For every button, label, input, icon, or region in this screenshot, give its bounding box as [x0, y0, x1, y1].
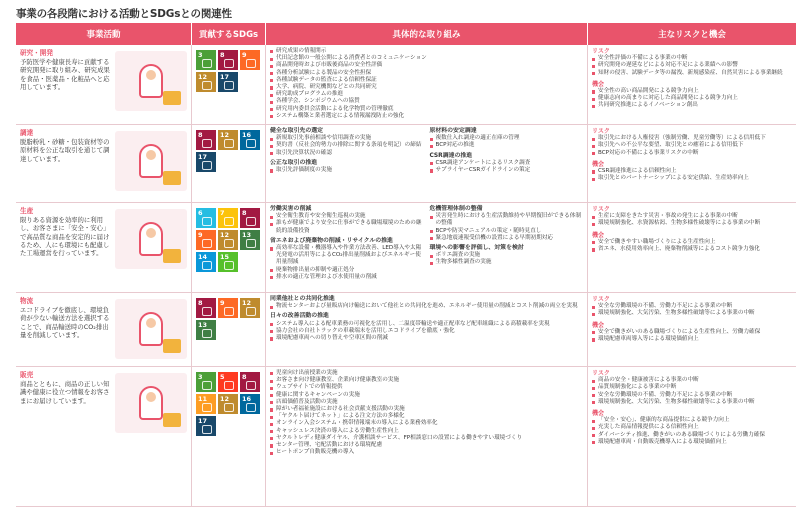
product-box — [163, 339, 181, 353]
measure-list — [270, 370, 583, 456]
list-item: 店頭価値普及活動の実施 — [270, 399, 583, 406]
list-item: 緊急地震速報受信機の設置による早期初期対応 — [430, 235, 584, 242]
list-item: 廃棄物排出量の抑制や適正処分 — [270, 267, 424, 274]
sdg-icon: 11 — [196, 394, 216, 414]
list-item: 知財の侵害、試験データ等の漏洩、新規感染症、自然災害による事業継続 — [592, 70, 792, 77]
activity-cell — [16, 45, 192, 124]
list-item: 環境配慮車両・自動販売機導入による環境価値向上 — [592, 439, 792, 446]
activity-cell — [16, 203, 192, 292]
list-item: 高効率な設備・機器導入や作業方法改善、LED導入や太陽光発電の活用等によるCO₂排出量削減およびエネルギー使用量削減 — [270, 245, 424, 267]
list-item: BCP対応の不備による事業リスクの中断 — [592, 150, 792, 157]
list-item: サプライヤーCSRガイドラインの策定 — [430, 167, 584, 174]
opportunity-label: 機会 — [592, 321, 605, 329]
sdg-icon: 13 — [196, 320, 216, 340]
measures-column — [270, 370, 583, 503]
activity-text — [20, 129, 111, 200]
table-header — [16, 23, 796, 45]
list-item: 商品の安全・健康被害による事業の中断 — [592, 377, 792, 384]
list-item: 誰もが健康でより安全に仕事ができる職場環境のための継続的設備投資 — [270, 220, 424, 234]
list-item: 契約書（反社会的勢力の排除に関する条項を明記）の締結 — [270, 142, 424, 149]
activity-desc: 脱脂粉乳・砂糖・包装資材等の原材料を公正な取引を通じて調達しています。 — [20, 138, 110, 163]
sdgs-cell — [192, 367, 266, 506]
measure-group-title: 省エネおよび廃棄物の削減・リサイクルの推進 — [270, 237, 393, 244]
activity-desc: 予防医学や健康長寿に貢献する研究開発に取り組み、研究成果を食品・医薬品・化粧品へと応用しています。 — [20, 58, 110, 91]
list-item: 安全で働きがいのある職場づくりによる生産性向上、労働力確保 — [592, 329, 792, 336]
activity-name: 調達 — [20, 129, 34, 137]
list-item: 健康志向の高まりに対応した商品開発による競争力向上 — [592, 95, 792, 102]
opportunity-list — [592, 168, 792, 182]
table-row — [16, 125, 796, 203]
header-sdgs: 貢献するSDGs — [192, 23, 266, 45]
list-item: ボリエ調査の実施 — [430, 252, 584, 259]
activity-text — [20, 371, 111, 504]
activity-illustration — [115, 51, 187, 111]
list-item: 代田記念館の一般公開による消費者とのコミュニケーション — [270, 55, 583, 62]
table-row — [16, 367, 796, 507]
list-item: CSR調達アンケートによるリスク調査 — [430, 160, 584, 167]
measure-list — [430, 213, 584, 242]
measure-list — [270, 213, 424, 235]
product-box — [163, 171, 181, 185]
person-figure — [139, 144, 163, 178]
list-item: 安全性の高い商品開発による競争力向上 — [592, 88, 792, 95]
list-item: 品質規制強化による事業の中断 — [592, 384, 792, 391]
list-item: お客さま向け健康教室、企業向け健康教室の実施 — [270, 377, 583, 384]
activity-name: 研究・開発 — [20, 49, 53, 57]
activity-name: 生産 — [20, 207, 34, 215]
risk-label: リスク — [592, 206, 610, 213]
sdg-icon: 6 — [196, 208, 216, 228]
sdgs-cell — [192, 203, 266, 292]
risk-label: リスク — [592, 370, 610, 377]
list-item: 各種学会、シンポジウムへの協賛 — [270, 98, 583, 105]
measure-group-title: 日々の改善活動の推進 — [270, 313, 329, 320]
list-item: 充実した商品情報提供による信頼性向上 — [592, 424, 792, 431]
opportunity-label: 機会 — [592, 231, 605, 239]
sdg-icon: 12 — [218, 130, 238, 150]
activity-name: 販売 — [20, 371, 34, 379]
list-item: 安全な労働環境の不備、労働力不足による事業の中断 — [592, 303, 792, 310]
list-item: 商品開発時および市販後商品の安全性評価 — [270, 62, 583, 69]
measure-group-title: 労働災害の削減 — [270, 206, 312, 212]
activity-cell — [16, 367, 192, 506]
list-item: 「ヤクルト届けてネット」による注文方法の多様化 — [270, 413, 583, 420]
measures-column — [430, 128, 584, 199]
measures-cell — [266, 203, 588, 292]
list-item: 安全で働きやすい職場づくりによる生産性向上 — [592, 239, 792, 246]
activity-name: 物流 — [20, 297, 34, 305]
list-item: ヒートポンプ自動販売機の導入 — [270, 449, 583, 456]
opportunity-list — [592, 88, 792, 110]
sdg-icon: 8 — [196, 298, 216, 318]
sdg-icon: 8 — [240, 372, 260, 392]
list-item: 各種分析試験による製品の安全性担保 — [270, 70, 583, 77]
list-item: 取引先とのパートナーシップによる安定供給、生産効率向上 — [592, 175, 792, 182]
list-item: 災害発生時における生産活動維持や早期復旧ができる体制の整備 — [430, 213, 584, 227]
risks-cell — [588, 45, 796, 124]
list-item: 安全衛生教育や安全衛生巡視の実施 — [270, 213, 424, 220]
page-title: 事業の各段階における活動とSDGsとの関連性 — [16, 8, 232, 20]
product-box — [163, 413, 181, 427]
activity-illustration — [115, 299, 187, 359]
list-item: 大学、病院、研究機関などとの共同研究 — [270, 84, 583, 91]
list-item: 安全性評価の不備による事業の中断 — [592, 55, 792, 62]
header-risks: 主なリスクと機会 — [658, 30, 726, 40]
sdgs-table — [16, 23, 796, 507]
measures-cell — [266, 45, 588, 124]
sdg-icon: 9 — [196, 230, 216, 250]
list-item: 共同研究推進によるイノベーション創出 — [592, 102, 792, 109]
header-activity: 事業活動 — [16, 23, 192, 45]
measures-column — [430, 206, 584, 289]
opportunity-list — [592, 239, 792, 253]
product-box — [163, 91, 181, 105]
measure-list — [430, 252, 584, 266]
sdg-icon: 9 — [240, 50, 260, 70]
risk-list — [592, 135, 792, 157]
header-measures: 具体的な取り組み — [266, 23, 588, 45]
activity-illustration — [115, 131, 187, 191]
sdg-icon: 3 — [196, 372, 216, 392]
person-figure — [139, 386, 163, 420]
measure-group-title: 環境への影響を評価し、対策を検討 — [429, 245, 524, 252]
risk-label: リスク — [592, 296, 610, 303]
measure-group-title: CSR調達の推進 — [429, 152, 473, 159]
measure-list — [270, 48, 583, 120]
list-item: ヤクルトレディ健康ダイヤル、介護相談サービス、FP相談窓口の設置による働きやすい環境づくり — [270, 435, 583, 442]
measures-column — [270, 48, 583, 121]
activity-text — [20, 49, 111, 122]
sdg-icon: 12 — [240, 298, 260, 318]
list-item: 取引先評価制度の実施 — [270, 167, 424, 174]
sdg-icon: 17 — [218, 72, 238, 92]
measures-column — [270, 128, 424, 199]
risk-list — [592, 303, 792, 317]
risks-cell — [588, 125, 796, 202]
person-figure — [139, 222, 163, 256]
list-item: 環境規制強化、大気汚染、生物多様性破壊等による事業の中断 — [592, 310, 792, 317]
measure-list — [270, 135, 424, 157]
risk-list — [592, 213, 792, 227]
risk-list — [592, 55, 792, 77]
measure-group-title: 危機管理体制の整備 — [429, 206, 483, 212]
list-item: 研究用内委員会活動による化学物質の管理徹底 — [270, 106, 583, 113]
list-item: システム導入による配車業務の可視化を活用し、二温度帯輸送や適正配車など配車組織による高積載率を実現 — [270, 321, 583, 328]
list-item: CSR調達推進による信頼性向上 — [592, 168, 792, 175]
activity-text — [20, 207, 111, 290]
activity-illustration — [115, 373, 187, 433]
list-item: 複数仕入れ調達の適正在庫の管理 — [430, 135, 584, 142]
opportunity-label: 機会 — [592, 410, 605, 418]
measures-cell — [266, 125, 588, 202]
list-item: ダイバーシティ推進、働きがいのある職場づくりによる労働力確保 — [592, 432, 792, 439]
list-item: 取引先における人権侵害（強制労働、児童労働等）による信用低下 — [592, 135, 792, 142]
risk-label: リスク — [592, 128, 610, 135]
sdg-icon: 12 — [196, 72, 216, 92]
list-item: 協力会社の自社トラックの車載端末を活用しエコドライブを徹底・強化 — [270, 328, 583, 335]
measure-list — [270, 321, 583, 343]
sdg-icon: 8 — [218, 50, 238, 70]
list-item: 環境配慮車両導入等による環境価値向上 — [592, 336, 792, 343]
sdg-icon: 12 — [218, 394, 238, 414]
list-item: センター管理、宅配活動における環境配慮 — [270, 442, 583, 449]
table-row — [16, 203, 796, 293]
sdgs-cell — [192, 293, 266, 366]
list-item: 各種試験データの監査による信頼性保証 — [270, 77, 583, 84]
sdg-icon: 17 — [196, 416, 216, 436]
person-figure — [139, 312, 163, 346]
measure-group-title: 原材料の安定調達 — [429, 128, 477, 134]
list-item: 物流センターおよび量販店向け輸送において他社との共同化を進め、エネルギー使用量の削減とコスト削減の両立を実現 — [270, 303, 583, 310]
sdg-icon: 5 — [218, 372, 238, 392]
list-item: 研究助成プログラムの推進 — [270, 91, 583, 98]
risks-cell — [588, 293, 796, 366]
list-item: BCPや防災マニュアルの策定・随時見直し — [430, 228, 584, 235]
sdg-icon: 8 — [196, 130, 216, 150]
list-item: 生物多様性調査の実施 — [430, 259, 584, 266]
list-item: 研究開発の遅延などによる対応不足による業績への影響 — [592, 62, 792, 69]
person-figure — [139, 64, 163, 98]
measures-column — [270, 206, 424, 289]
list-item: 環境規制強化、水資源枯渇、生物多様性破壊等による事業の中断 — [592, 220, 792, 227]
measure-group-title: 公正な取引の推進 — [270, 159, 318, 166]
list-item: BCP対応の推進 — [430, 142, 584, 149]
measure-list — [270, 167, 424, 174]
sdg-icon: 17 — [196, 152, 216, 172]
activity-desc: 商品とともに、商品の正しい知識や健康に役立つ情報をお客さまにお届けしています。 — [20, 380, 110, 405]
list-item: オンライン入会システム・携帯情報端末の導入による業務効率化 — [270, 420, 583, 427]
list-item: 新規取引先事前相談や信用調査の実施 — [270, 135, 424, 142]
sdg-icon: 12 — [218, 230, 238, 250]
product-box — [163, 249, 181, 263]
sdg-icon: 7 — [218, 208, 238, 228]
sdg-icon: 16 — [240, 130, 260, 150]
activity-illustration — [115, 209, 187, 269]
measures-cell — [266, 293, 588, 366]
measure-group-title: 同業他社との共同化推進 — [270, 296, 335, 302]
list-item: 取引先決算状況の確認 — [270, 150, 424, 157]
sdg-icon: 16 — [240, 394, 260, 414]
activity-desc: 限りある資源を効率的に利用し、お客さまに「安全・安心」で高品質な商品を安定的に届けるため、人にも環境にも配慮した工場運営を行っています。 — [20, 216, 110, 258]
list-item: ウェブサイトでの情報提供 — [270, 384, 583, 391]
list-item: 児童向け出前授業の実施 — [270, 370, 583, 377]
list-item: 排水の適正な管理および水使用量の削減 — [270, 274, 424, 281]
opportunity-list — [592, 417, 792, 446]
risk-list — [592, 377, 792, 406]
list-item: 健康に関するキャンペーンの実施 — [270, 392, 583, 399]
activity-desc: エコドライブを徹底し、環境負荷が少ない輸送方法を選択することで、商品輸送時のCO₂排出量を削減しています。 — [20, 306, 110, 339]
sdgs-cell — [192, 45, 266, 124]
list-item: キャッシュレス決済の導入による労働生産性向上 — [270, 428, 583, 435]
table-row — [16, 293, 796, 367]
measure-list — [430, 135, 584, 149]
sdg-icon: 14 — [196, 252, 216, 272]
opportunity-list — [592, 329, 792, 343]
sdg-icon: 9 — [218, 298, 238, 318]
list-item: 「安全・安心」、健康的な商品提供による競争力向上 — [592, 417, 792, 424]
list-item: 環境配慮車両への切り替えや空車区間の削減 — [270, 335, 583, 342]
list-item: 取引先への不公平な要望、取引先との癒着による信用低下 — [592, 142, 792, 149]
risks-cell — [588, 203, 796, 292]
table-row — [16, 45, 796, 125]
opportunity-label: 機会 — [592, 80, 605, 88]
measures-cell — [266, 367, 588, 506]
list-item: 研究成果の情報開示 — [270, 48, 583, 55]
activity-cell — [16, 293, 192, 366]
sdg-icon: 3 — [196, 50, 216, 70]
measure-list — [270, 303, 583, 310]
opportunity-label: 機会 — [592, 160, 605, 168]
activity-cell — [16, 125, 192, 202]
list-item: 障がい者福祉施設における社会貢献支援活動の実施 — [270, 406, 583, 413]
list-item: 環境規制強化、大気汚染、生物多様性破壊等による事業の中断 — [592, 399, 792, 406]
list-item: 安全な労働環境の不備、労働力不足による事業の中断 — [592, 392, 792, 399]
list-item: システム構築と業者選定による情報漏洩防止の強化 — [270, 113, 583, 120]
sdg-icon: 8 — [240, 208, 260, 228]
activity-text — [20, 297, 111, 364]
measure-list — [430, 160, 584, 174]
measures-column — [270, 296, 583, 363]
list-item: 生産に支障をきたす災害・事故の発生による事業の中断 — [592, 213, 792, 220]
sdg-icon: 15 — [218, 252, 238, 272]
sdg-icon: 13 — [240, 230, 260, 250]
sdgs-cell — [192, 125, 266, 202]
risks-cell — [588, 367, 796, 506]
measure-list — [270, 245, 424, 281]
measure-group-title: 健全な取引先の選定 — [270, 128, 324, 134]
risk-label: リスク — [592, 48, 610, 55]
list-item: 省エネ、水使用効率向上、廃棄物削減等によるコスト競争力強化 — [592, 246, 792, 253]
